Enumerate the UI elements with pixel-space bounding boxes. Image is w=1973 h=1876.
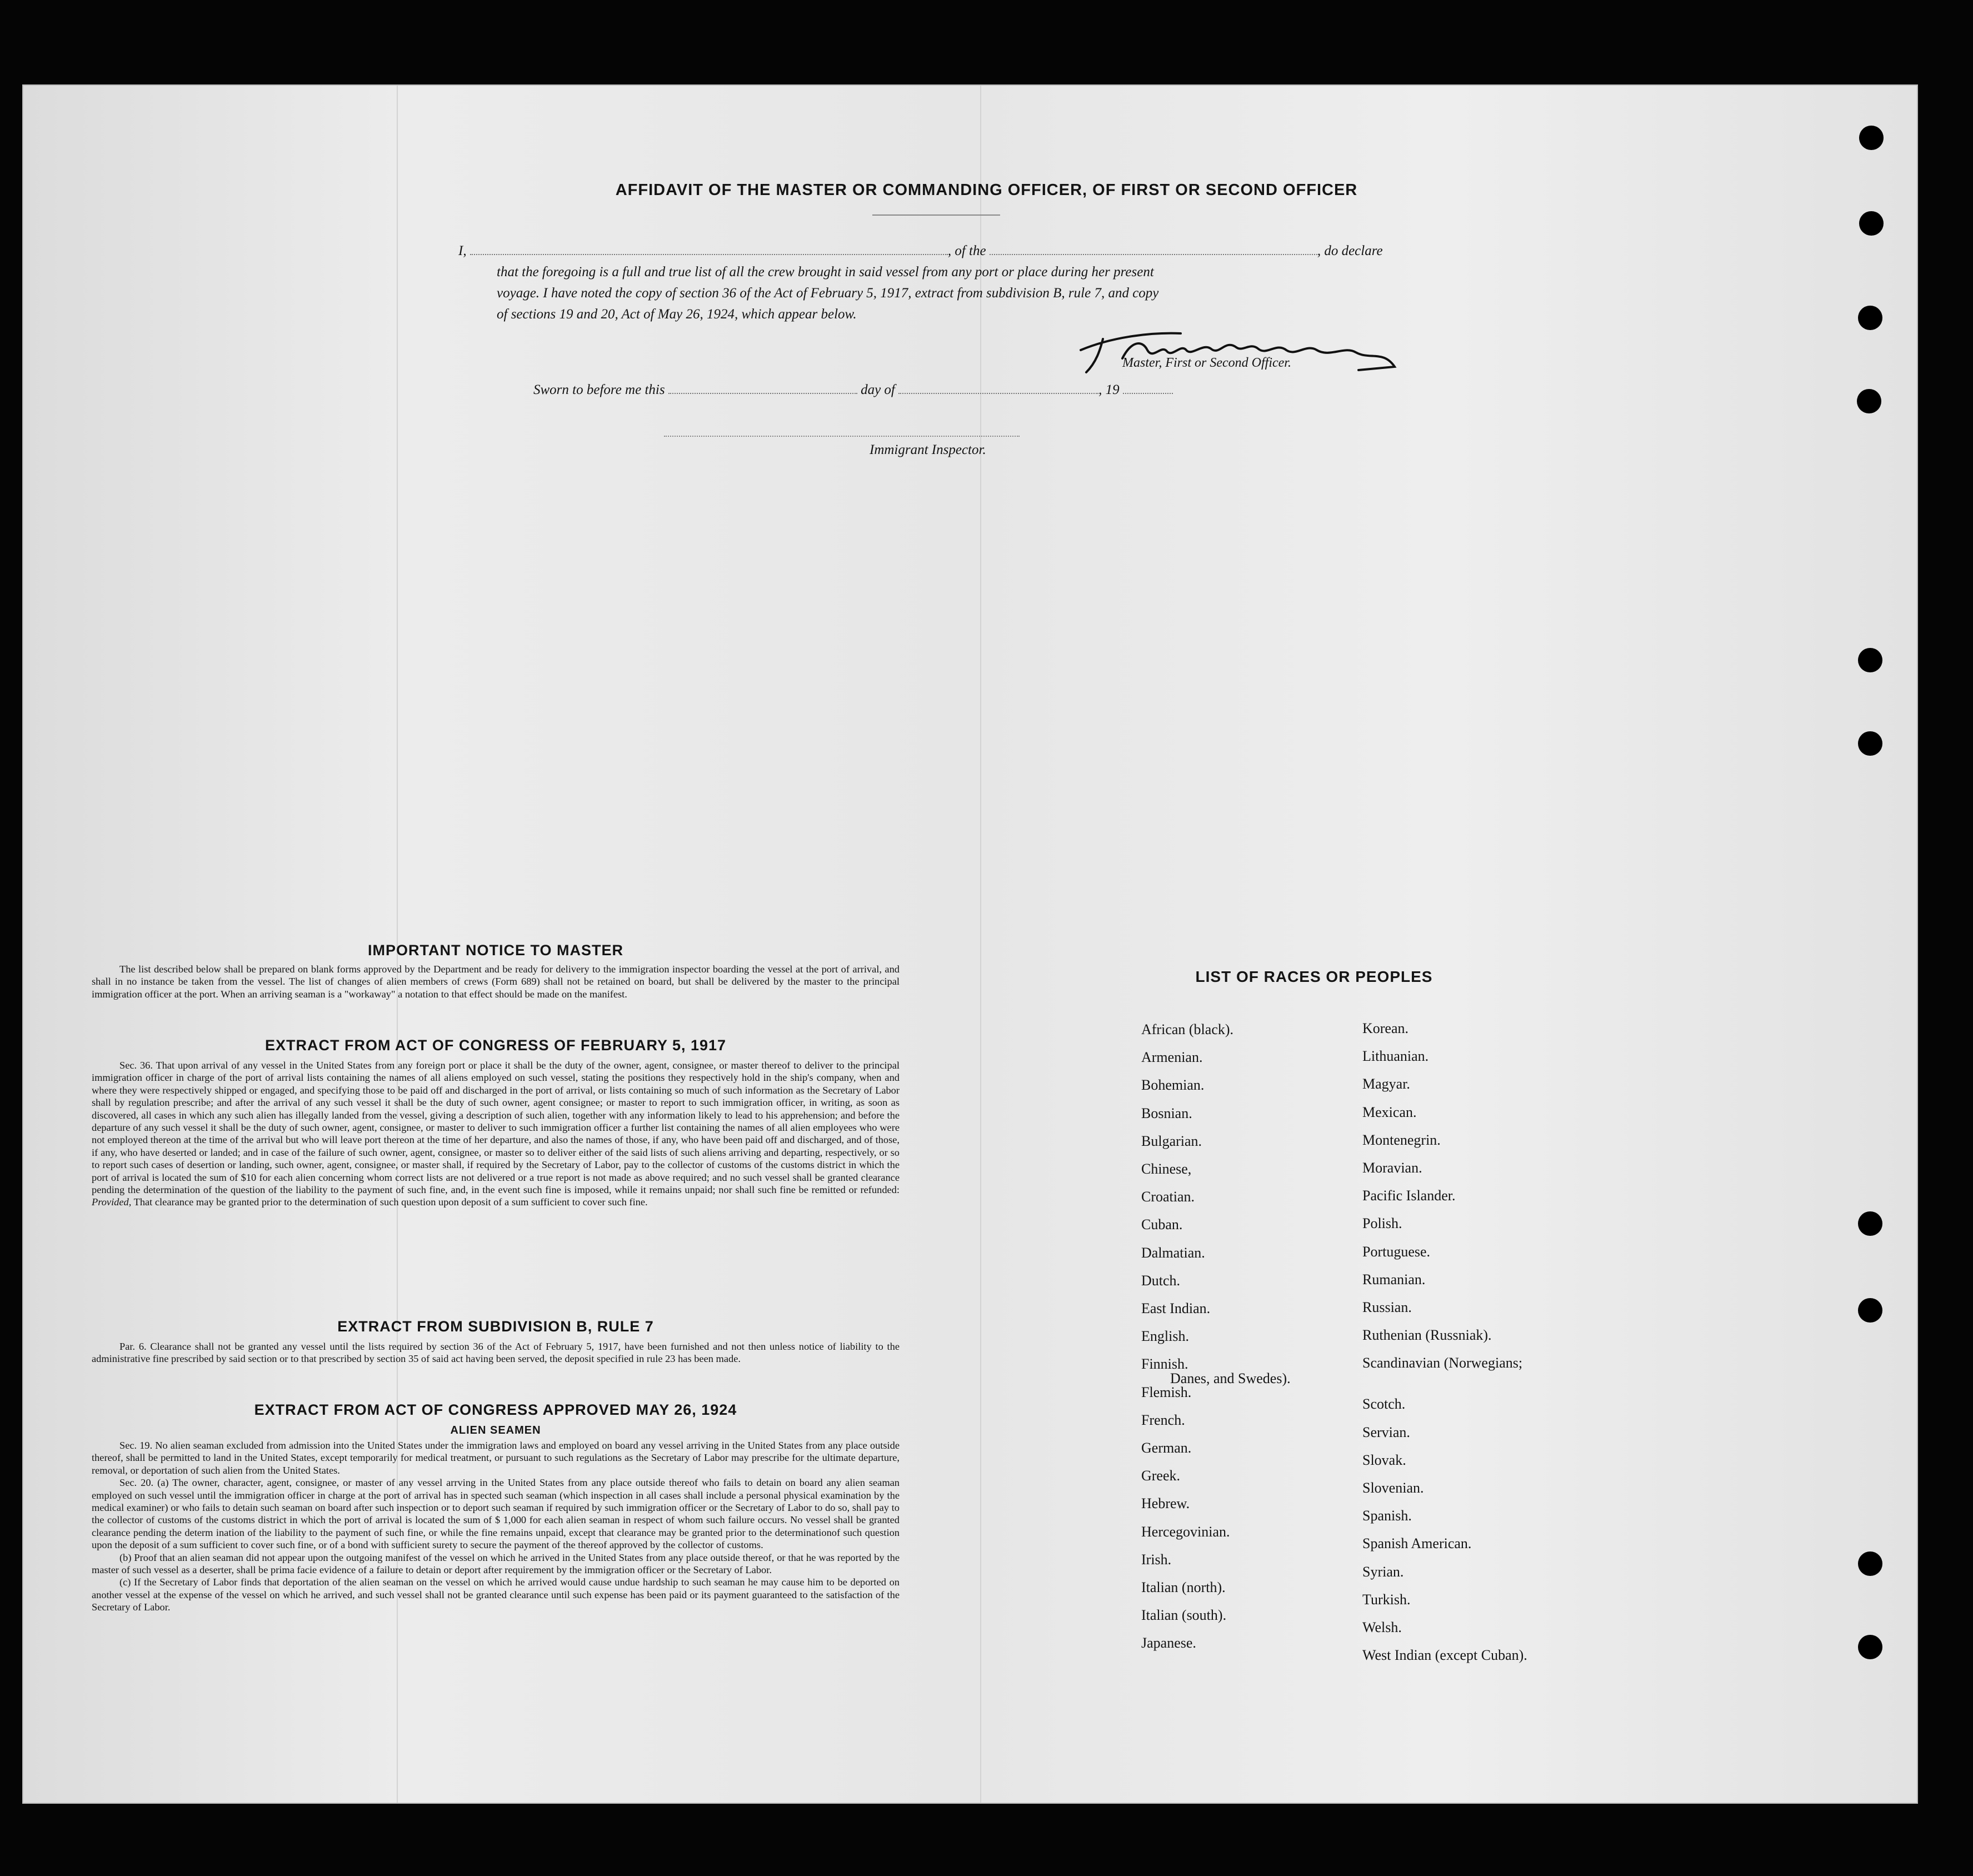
race-item: Finnish.: [1141, 1356, 1188, 1373]
month-blank: [898, 393, 1098, 394]
race-item: Slovak.: [1362, 1451, 1406, 1468]
race-item: Flemish.: [1141, 1384, 1192, 1400]
alien-seamen-subheading: ALIEN SEAMEN: [450, 1424, 541, 1436]
race-item: East Indian.: [1141, 1300, 1211, 1316]
declaration-line-4: of sections 19 and 20, Act of May 26, 1924, which appear below.: [497, 307, 857, 322]
race-item: Chinese,: [1141, 1161, 1192, 1177]
declaration-line-3: voyage. I have noted the copy of section 36 of the Act of February 5, 1917, extract from subdivision B, rule 7, and copy: [497, 286, 1159, 301]
race-item: Russian.: [1362, 1299, 1412, 1315]
race-item: Turkish.: [1362, 1591, 1411, 1608]
inspector-caption: Immigrant Inspector.: [870, 442, 986, 457]
extract-rule7-text: Par. 6. Clearance shall not be granted any vessel until the lists required by section 36 of the Act of February 5, 1917, have been furnished and not then unless notice of liability to the administrative fine prescribed by said section or to that prescribed by section 35 of said act having been served, the deposit specified in rule 23 has been made.: [92, 1341, 900, 1365]
punch-hole: [1858, 306, 1882, 330]
punch-hole: [1859, 126, 1884, 150]
race-item: Magyar.: [1362, 1076, 1410, 1092]
punch-hole: [1858, 1551, 1882, 1576]
race-item: Servian.: [1362, 1424, 1410, 1440]
inspector-blank: [664, 436, 1020, 437]
race-item: Syrian.: [1362, 1563, 1404, 1580]
race-item: Greek.: [1141, 1468, 1181, 1484]
races-heading: LIST OF RACES OR PEOPLES: [1195, 968, 1433, 985]
race-item: French.: [1141, 1411, 1185, 1428]
extract-rule7-heading: EXTRACT FROM SUBDIVISION B, RULE 7: [337, 1318, 654, 1335]
race-item: Scandinavian (Norwegians;: [1362, 1355, 1523, 1371]
race-item: Rumanian.: [1362, 1271, 1426, 1288]
signature-caption: Master, First or Second Officer.: [1122, 356, 1291, 370]
year-text: , 19: [1098, 382, 1120, 397]
race-item: Armenian.: [1141, 1049, 1203, 1066]
race-item: Danes, and Swedes).: [1170, 1370, 1291, 1387]
race-item: Irish.: [1141, 1551, 1172, 1568]
race-item: Montenegrin.: [1362, 1131, 1441, 1148]
affidavit-title: AFFIDAVIT OF THE MASTER OR COMMANDING OFFICER, OF FIRST OR SECOND OFFICER: [615, 181, 1358, 199]
punch-hole: [1858, 648, 1882, 672]
race-item: Pacific Islander.: [1362, 1188, 1456, 1204]
day-blank: [668, 393, 857, 394]
race-item: Spanish American.: [1362, 1535, 1472, 1552]
declaration-i: I,: [458, 243, 467, 258]
race-item: Dutch.: [1141, 1272, 1181, 1289]
race-item: Bohemian.: [1141, 1077, 1205, 1094]
punch-hole: [1858, 1211, 1882, 1236]
proviso-word: Provided,: [92, 1196, 132, 1208]
race-item: West Indian (except Cuban).: [1362, 1647, 1527, 1664]
notice-heading: IMPORTANT NOTICE TO MASTER: [368, 942, 623, 959]
race-item: Cuban.: [1141, 1216, 1183, 1233]
sec-36-body: That upon arrival of any vessel in the United States from any foreign port or place it shall be the duty of the owner, agent, consignee, or master thereof to deliver to the principal immigration officer in charge of the port of arrival lists containing the names of all aliens employed on such vessel, stating the positions they respectively hold in the ship's company, when and where they were respectively shipped or engaged, and specifying those to be paid off and discharged in the port of arrival, or lists containing so much of such information as the Secretary of Labor shall by regulation prescribe; and after the arrival of any such vessel it shall be the duty of such owner, agent consignee; or master to report to such immigration officer, in writing, as soon as discovered, all cases in which any such alien has illegally landed from the vessel, giving a description of such alien, together with any information likely to lead to his apprehension; and before the departure of any such vessel it shall be the duty of such owner, agent, consignee, or master to deliver to such immigration officer a further list containing the names of all alien employees who were not employed thereon at the time of the arrival but who will leave port thereon at the time of her departure, and also the names of those, if any, who have been paid off and discharged, and of those, if any, who have deserted or landed; and in case of the failure of such owner, agent, consignee, or master so to deliver either of the said lists of such aliens arriving and departing, respectively, or so to report such cases of desertion or landing, such owner, agent, consignee, or master shall, if required by the Secretary of Labor, pay to the collector of customs of the customs district in which the port of arrival is located the sum of $10 for each alien concerning whom correct lists are not delivered or a true report is not made as above required; and no such vessel shall be granted clearance pending the determination of the question of the liability to the payment of such fine, and, in the event such fine is imposed, while it remains unpaid; nor shall such fine be remitted or refunded:: [92, 1060, 900, 1196]
race-item: Scotch.: [1362, 1396, 1406, 1413]
declaration-line-1: [458, 243, 1414, 259]
punch-hole: [1858, 731, 1882, 756]
sec-20c-text: (c) If the Secretary of Labor finds that deportation of the alien seaman on the vessel on which he arrived would cause undue hardship to such seaman he may cause him to be deported on another vessel at the expense of the vessel on which he arrived, and such vessel shall not be granted clearance until such expense has been paid or its payment guaranteed to the satisfaction of the Secretary of Labor.: [92, 1576, 900, 1613]
extract-1924-heading: EXTRACT FROM ACT OF CONGRESS APPROVED MAY 26, 1924: [254, 1401, 737, 1418]
race-item: Korean.: [1362, 1020, 1409, 1036]
punch-hole: [1859, 211, 1884, 236]
race-item: Polish.: [1362, 1215, 1402, 1232]
title-rule: [872, 214, 1000, 216]
race-item: Spanish.: [1362, 1508, 1412, 1524]
sworn-text: Sworn to before me this: [533, 382, 665, 397]
race-item: Croatian.: [1141, 1189, 1195, 1205]
race-item: Italian (north).: [1141, 1579, 1226, 1595]
race-item: Hercegovinian.: [1141, 1523, 1230, 1540]
punch-hole: [1857, 389, 1881, 413]
extract-1917-heading: EXTRACT FROM ACT OF CONGRESS OF FEBRUARY 5, 1917: [264, 1037, 727, 1054]
fold-line: [980, 86, 981, 1803]
race-item: African (black).: [1141, 1021, 1234, 1037]
punch-hole: [1858, 1635, 1882, 1659]
year-blank: [1123, 393, 1173, 394]
day-of-text: day of: [861, 382, 895, 397]
sec-20a-text: Sec. 20. (a) The owner, character, agent, consignee, or master of any vessel arrving in the United States from any place outside thereof who fails to detain on board any alien seaman employed on such vessel until the immigration officer in charge at the port of arrival has in spected such seaman (which inspection in all cases shall include a personal physical examination by the medical examiner) or who fails to detain such seaman on board after such inspection or to deport such seaman if required by such immigration officer or the Secretary of Labor to do so, shall pay to the collector of customs of the customs district in which the port of arrival is located the sum of $ 1,000 for each alien seaman in respect of whom such failure occurs. No vessel shall be granted clearance pending the determ ination of the liability to the payment of such fine, or while the fine remains unpaid, except that clearance may be granted prior to the determinationof such question upon the deposit of a sum sufficient to cover such fine, or of a bond with sufficient surety to secure the payment of the thereof approved by the collector of customs.: [92, 1477, 900, 1551]
sec-20b-text: (b) Proof that an alien seaman did not appear upon the outgoing manifest of the vessel on which he arrived in the United States from any place outside thereof, or that he was reported by the master of such vessel as a deserter, shall be prima facie evidence of a failure to detain or deport after requirement by the immigration officer or the Secretary of Labor.: [92, 1551, 900, 1576]
race-item: Portuguese.: [1362, 1243, 1431, 1260]
race-item: Dalmatian.: [1141, 1244, 1205, 1261]
race-item: Moravian.: [1362, 1160, 1422, 1176]
race-item: Bulgarian.: [1141, 1132, 1202, 1149]
sec-19-text: Sec. 19. No alien seaman excluded from admission into the United States under the immigration laws and employed on board any vessel arriving in the United States from any place outside thereof, shall be permitted to land in the United States, except temporarily for medical treatment, or pursuant to such regulations as the Secretary of Labor may prescribe for the ultimate departure, removal, or deportation of such alien from the United States.: [92, 1440, 900, 1476]
sec-36-label: Sec. 36.: [119, 1060, 153, 1071]
race-item: Slovenian.: [1362, 1480, 1424, 1496]
race-item: Japanese.: [1141, 1635, 1196, 1652]
rank-blank: [990, 254, 1317, 255]
race-item: Ruthenian (Russniak).: [1362, 1327, 1492, 1344]
race-item: Mexican.: [1362, 1104, 1417, 1120]
race-item: Bosnian.: [1141, 1105, 1192, 1121]
proviso-text: That clearance may be granted prior to the determination of such question upon deposit of a sum sufficient to cover such fine.: [133, 1196, 648, 1208]
of-the-text: , of the: [947, 243, 986, 258]
race-item: Lithuanian.: [1362, 1048, 1429, 1065]
do-declare-text: , do declare: [1317, 243, 1383, 258]
punch-hole: [1858, 1298, 1882, 1323]
name-blank: [470, 254, 948, 255]
race-item: Hebrew.: [1141, 1495, 1190, 1512]
race-item: German.: [1141, 1440, 1192, 1456]
race-item: Italian (south).: [1141, 1607, 1227, 1624]
race-item: English.: [1141, 1328, 1189, 1345]
declaration-line-2: that the foregoing is a full and true list of all the crew brought in said vessel from any port or place during her present: [497, 265, 1154, 280]
extract-1917-text: [92, 1059, 900, 1209]
race-item: Welsh.: [1362, 1619, 1402, 1635]
sworn-line: [533, 382, 1311, 398]
notice-text: The list described below shall be prepared on blank forms approved by the Department and be ready for delivery to the immigration inspector boarding the vessel at the port of arrival, and shall in no instance be taken from the vessel. The list of changes of alien members of crews (Form 689) shall not be retained on board, but shall be delivered by the master to the principal immigration officer at the port. When an arriving seaman is a "workaway" a notation to that effect should be made on the manifest.: [92, 964, 900, 1000]
extract-1924-body: [92, 1439, 900, 1614]
